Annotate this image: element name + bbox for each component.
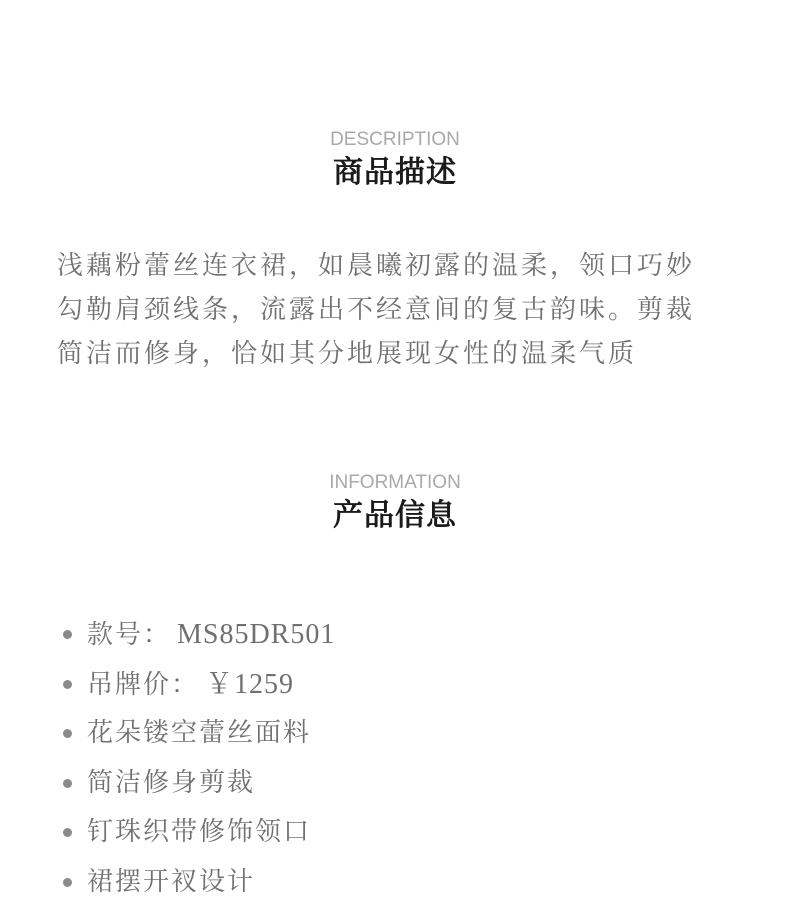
feature-text: 花朵镂空蕾丝面料 <box>87 718 311 748</box>
list-item-feature <box>60 759 335 809</box>
style-no-value: MS85DR501 <box>177 619 335 650</box>
list-item-tag-price <box>60 660 335 710</box>
description-cn-title: 商品描述 <box>0 153 790 193</box>
description-line: 勾勒肩颈线条，流露出不经意间的复古韵味。剪裁 <box>57 288 747 332</box>
tag-price-label: 吊牌价： <box>87 670 199 700</box>
description-line: 简洁而修身，恰如其分地展现女性的温柔气质 <box>57 332 747 376</box>
description-en-title: DESCRIPTION <box>0 129 790 151</box>
style-no-label: 款号： <box>87 620 171 650</box>
description-line: 浅藕粉蕾丝连衣裙，如晨曦初露的温柔，领口巧妙 <box>57 244 747 288</box>
bullet-dot-icon <box>63 680 72 689</box>
bullet-dot-icon <box>63 729 72 738</box>
feature-text: 钉珠织带修饰领口 <box>87 817 311 847</box>
feature-text: 裙摆开衩设计 <box>87 867 255 897</box>
information-en-title: INFORMATION <box>0 472 790 494</box>
feature-text: 简洁修身剪裁 <box>87 768 255 798</box>
list-item-feature <box>60 709 335 759</box>
list-item-style-no <box>60 610 335 660</box>
list-item-feature <box>60 858 335 907</box>
description-text <box>57 244 747 376</box>
description-header <box>0 129 790 193</box>
bullet-dot-icon <box>63 828 72 837</box>
information-header <box>0 472 790 536</box>
bullet-dot-icon <box>63 878 72 887</box>
list-item-feature <box>60 808 335 858</box>
tag-price-value: ￥1259 <box>205 669 294 700</box>
product-info-list <box>60 610 335 907</box>
bullet-dot-icon <box>63 779 72 788</box>
information-cn-title: 产品信息 <box>0 496 790 536</box>
bullet-dot-icon <box>63 630 72 639</box>
